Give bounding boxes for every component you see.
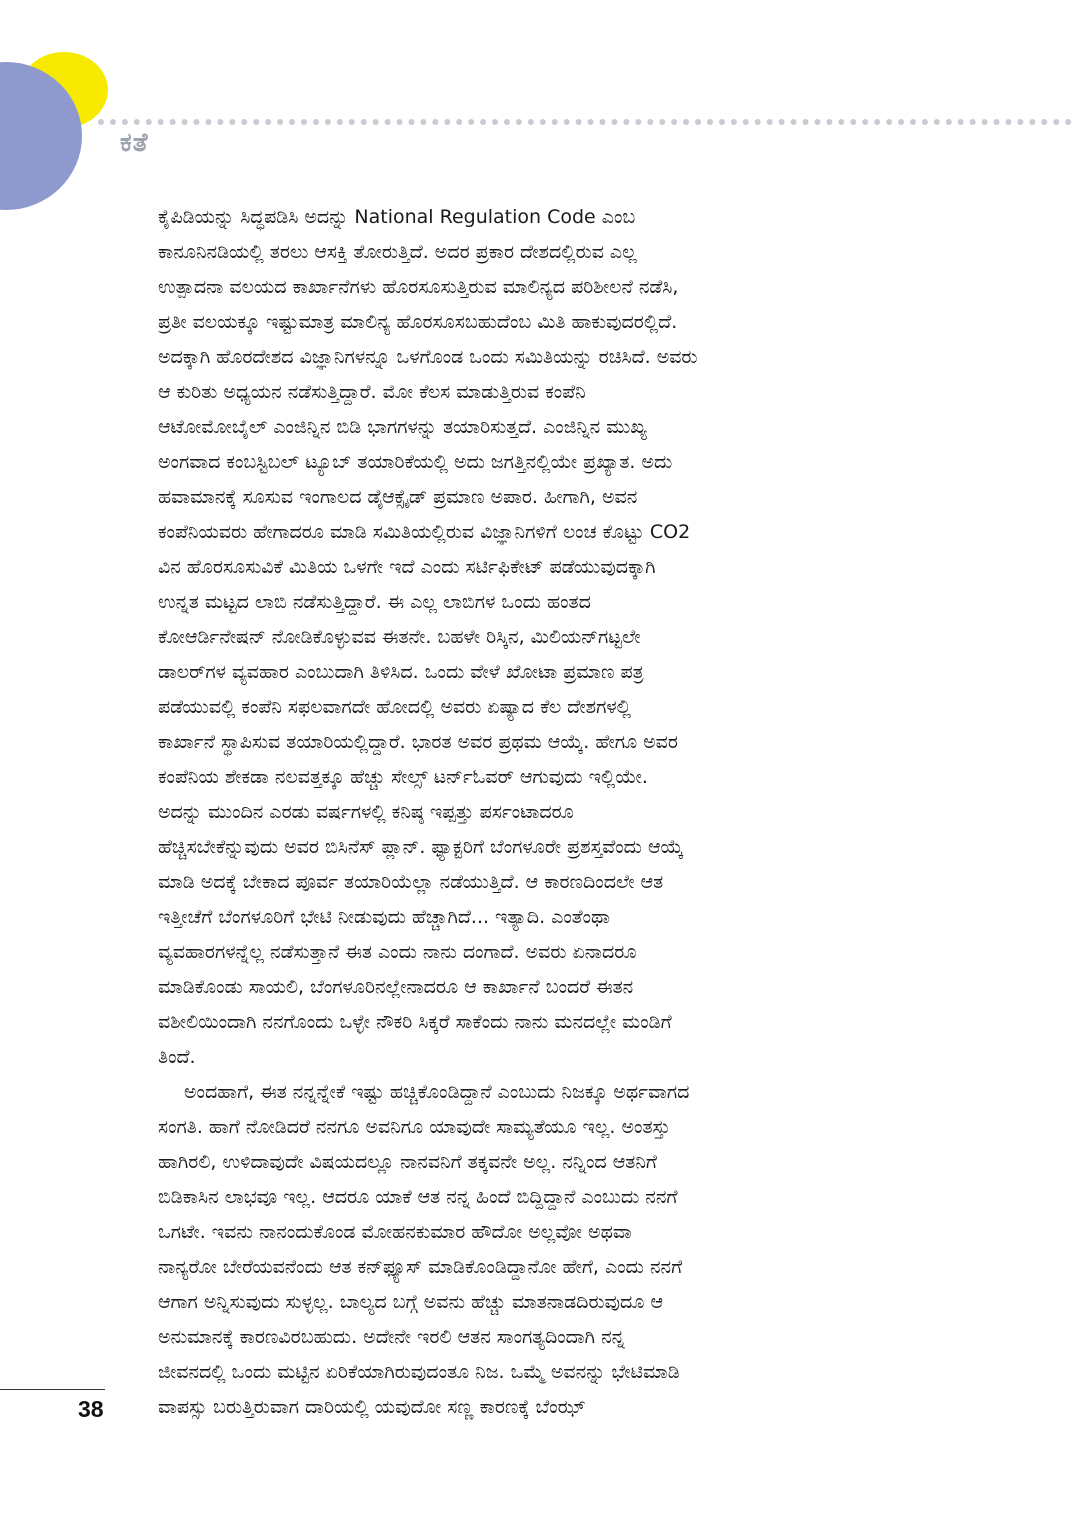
text-line: ವಾಪಸ್ಸು ಬರುತ್ತಿರುವಾಗ ದಾರಿಯಲ್ಲಿ ಯವುದೋ ಸಣ್ಣ ಕಾರಣಕ್ಕೆ ಬೆಂಝ್ — [158, 1396, 586, 1418]
text-line: ನಾನ್ಯರೋ ಬೇರೆಯವನೆಂದು ಆತ ಕನ್‌ಫ್ಯೂಸ್ ಮಾಡಿಕೊಂಡಿದ್ದಾನೋ ಹೇಗೆ, ಎಂದು ನನಗೆ — [158, 1256, 683, 1278]
text-line: ಕಂಪೆನಿಯ ಶೇಕಡಾ ನಲವತ್ತಕ್ಕೂ ಹೆಚ್ಚು ಸೇಲ್ಸ್ ಟರ್ನ್‌ಓವರ್ ಆಗುವುದು ಇಲ್ಲಿಯೇ. — [158, 766, 648, 788]
text-line: ಅಂದಹಾಗೆ, ಈತ ನನ್ನನ್ನೇಕೆ ಇಷ್ಟು ಹಚ್ಚಿಕೊಂಡಿದ್ದಾನೆ ಎಂಬುದು ನಿಜಕ್ಕೂ ಅರ್ಥವಾಗದ — [184, 1081, 690, 1103]
text-line: ಬಿಡಿಕಾಸಿನ ಲಾಭವೂ ಇಲ್ಲ. ಆದರೂ ಯಾಕೆ ಆತ ನನ್ನ ಹಿಂದೆ ಬಿದ್ದಿದ್ದಾನೆ ಎಂಬುದು ನನಗೆ — [158, 1186, 678, 1208]
text-line: ಅದಕ್ಕಾಗಿ ಹೊರದೇಶದ ವಿಜ್ಞಾನಿಗಳನ್ನೂ ಒಳಗೊಂಡ ಒಂದು ಸಮಿತಿಯನ್ನು ರಚಿಸಿದೆ. ಅವರು — [158, 346, 698, 368]
text-line: ತಿಂದೆ. — [158, 1046, 196, 1068]
text-line: ಜೀವನದಲ್ಲಿ ಒಂದು ಮಟ್ಟಿನ ಏರಿಕೆಯಾಗಿರುವುದಂತೂ ನಿಜ. ಒಮ್ಮೆ ಅವನನ್ನು ಭೇಟಿಮಾಡಿ — [158, 1361, 680, 1383]
text-line: ವ್ಯವಹಾರಗಳನ್ನೆಲ್ಲ ನಡೆಸುತ್ತಾನೆ ಈತ ಎಂದು ನಾನು ದಂಗಾದೆ. ಅವರು ಏನಾದರೂ — [158, 941, 637, 963]
text-line: ಅನುಮಾನಕ್ಕೆ ಕಾರಣವಿರಬಹುದು. ಅದೇನೇ ಇರಲಿ ಆತನ ಸಾಂಗತ್ಯದಿಂದಾಗಿ ನನ್ನ — [158, 1326, 625, 1348]
text-line: ಸಂಗತಿ. ಹಾಗೆ ನೋಡಿದರೆ ನನಗೂ ಅವನಿಗೂ ಯಾವುದೇ ಸಾಮ್ಯತೆಯೂ ಇಲ್ಲ. ಅಂತಸ್ತು — [158, 1116, 671, 1138]
text-line: ಹೆಚ್ಚಿಸಬೇಕೆನ್ನುವುದು ಅವರ ಬಿಸಿನೆಸ್ ಪ್ಲಾನ್. ಫ್ಯಾಕ್ಟರಿಗೆ ಬೆಂಗಳೂರೇ ಪ್ರಶಸ್ತವೆಂದು ಆಯ್ಕೆ — [158, 836, 684, 858]
text-line: ಹಾಗಿರಲಿ, ಉಳಿದಾವುದೇ ವಿಷಯದಲ್ಲೂ ನಾನವನಿಗೆ ತಕ್ಕವನೇ ಅಲ್ಲ. ನನ್ನಿಂದ ಆತನಿಗೆ — [158, 1151, 657, 1173]
text-line: ಮಾಡಿಕೊಂಡು ಸಾಯಲಿ, ಬೆಂಗಳೂರಿನಲ್ಲೇನಾದರೂ ಆ ಕಾರ್ಖಾನೆ ಬಂದರೆ ಈತನ — [158, 976, 634, 998]
text-line: ಕಂಪೆನಿಯವರು ಹೇಗಾದರೂ ಮಾಡಿ ಸಮಿತಿಯಲ್ಲಿರುವ ವಿಜ್ಞಾನಿಗಳಿಗೆ ಲಂಚ ಕೊಟ್ಟು CO2 — [158, 521, 691, 543]
text-line: ಮಾಡಿ ಅದಕ್ಕೆ ಬೇಕಾದ ಪೂರ್ವ ತಯಾರಿಯೆಲ್ಲಾ ನಡೆಯುತ್ತಿದೆ. ಆ ಕಾರಣದಿಂದಲೇ ಆತ — [158, 871, 664, 893]
text-line: ಕೈಪಿಡಿಯನ್ನು ಸಿದ್ಧಪಡಿಸಿ ಅದನ್ನು National Regulation Code ಎಂಬ — [158, 206, 636, 228]
story-body — [158, 200, 908, 1425]
text-line: ಉನ್ನತ ಮಟ್ಟದ ಲಾಬಿ ನಡೆಸುತ್ತಿದ್ದಾರೆ. ಈ ಎಲ್ಲ ಲಾಬಿಗಳ ಒಂದು ಹಂತದ — [158, 591, 591, 613]
text-line: ಆ ಕುರಿತು ಅಧ್ಯಯನ ನಡೆಸುತ್ತಿದ್ದಾರೆ. ಮೋ ಕೆಲಸ ಮಾಡುತ್ತಿರುವ ಕಂಪೆನಿ — [158, 381, 586, 403]
text-line: ವಿನ ಹೊರಸೂಸುವಿಕೆ ಮಿತಿಯ ಒಳಗೇ ಇದೆ ಎಂದು ಸರ್ಟಿಫಿಕೇಟ್ ಪಡೆಯುವುದಕ್ಕಾಗಿ — [158, 556, 656, 578]
text-line: ಕಾರ್ಖಾನೆ ಸ್ಥಾಪಿಸುವ ತಯಾರಿಯಲ್ಲಿದ್ದಾರೆ. ಭಾರತ ಅವರ ಪ್ರಥಮ ಆಯ್ಕೆ. ಹೇಗೂ ಅವರ — [158, 731, 678, 753]
text-line: ಉತ್ಪಾದನಾ ವಲಯದ ಕಾರ್ಖಾನೆಗಳು ಹೊರಸೂಸುತ್ತಿರುವ ಮಾಲಿನ್ಯದ ಪರಿಶೀಲನೆ ನಡೆಸಿ, — [158, 276, 679, 298]
header-dotted-rule — [98, 119, 1072, 125]
text-line: ಅಂಗವಾದ ಕಂಬಸ್ಟಿಬಲ್ ಟ್ಯೂಬ್ ತಯಾರಿಕೆಯಲ್ಲಿ ಅದು ಜಗತ್ತಿನಲ್ಲಿಯೇ ಪ್ರಖ್ಯಾತ. ಅದು — [158, 451, 673, 473]
text-line: ಹವಾಮಾನಕ್ಕೆ ಸೂಸುವ ಇಂಗಾಲದ ಡೈಆಕ್ಸೈಡ್ ಪ್ರಮಾಣ ಅಪಾರ. ಹೀಗಾಗಿ, ಅವನ — [158, 486, 638, 508]
text-line: ಆಗಾಗ ಅನ್ನಿಸುವುದು ಸುಳ್ಳಲ್ಲ. ಬಾಲ್ಯದ ಬಗ್ಗೆ ಅವನು ಹೆಚ್ಚು ಮಾತನಾಡದಿರುವುದೂ ಆ — [158, 1291, 663, 1313]
text-line: ಅದನ್ನು ಮುಂದಿನ ಎರಡು ವರ್ಷಗಳಲ್ಲಿ ಕನಿಷ್ಠ ಇಪ್ಪತ್ತು ಪರ್ಸಂಟಾದರೂ — [158, 801, 574, 823]
page-number: 38 — [78, 1396, 104, 1422]
paragraph-2 — [158, 1075, 908, 1425]
text-line: ಪ್ರತೀ ವಲಯಕ್ಕೂ ಇಷ್ಟುಮಾತ್ರ ಮಾಲಿನ್ಯ ಹೊರಸೂಸಬಹುದೆಂಬ ಮಿತಿ ಹಾಕುವುದರಲ್ಲಿದೆ. — [158, 311, 678, 333]
text-line: ಒಗಟೇ. ಇವನು ನಾನಂದುಕೊಂಡ ಮೋಹನಕುಮಾರ ಹೌದೋ ಅಲ್ಲವೋ ಅಥವಾ — [158, 1221, 632, 1243]
text-line: ಆಟೋಮೋಬೈಲ್ ಎಂಜಿನ್ನಿನ ಬಿಡಿ ಭಾಗಗಳನ್ನು ತಯಾರಿಸುತ್ತದೆ. ಎಂಜಿನ್ನಿನ ಮುಖ್ಯ — [158, 416, 647, 438]
text-line: ವಶೀಲಿಯಿಂದಾಗಿ ನನಗೊಂದು ಒಳ್ಳೇ ನೌಕರಿ ಸಿಕ್ಕರೆ ಸಾಕೆಂದು ನಾನು ಮನದಲ್ಲೇ ಮಂಡಿಗೆ — [158, 1011, 672, 1033]
footer-rule — [0, 1389, 105, 1390]
paragraph-1 — [158, 200, 908, 1075]
text-line: ಕೋಆರ್ಡಿನೇಷನ್ ನೋಡಿಕೊಳ್ಳುವವ ಈತನೇ. ಬಹಳೇ ರಿಸ್ಕಿನ, ಮಿಲಿಯನ್‌ಗಟ್ಟಲೇ — [158, 626, 641, 648]
text-line: ಡಾಲರ್‌ಗಳ ವ್ಯವಹಾರ ಎಂಬುದಾಗಿ ತಿಳಿಸಿದ. ಒಂದು ವೇಳೆ ಖೋಟಾ ಪ್ರಮಾಣ ಪತ್ರ — [158, 661, 644, 683]
text-line: ಇತ್ತೀಚೆಗೆ ಬೆಂಗಳೂರಿಗೆ ಭೇಟಿ ನೀಡುವುದು ಹೆಚ್ಚಾಗಿದೆ... ಇತ್ಯಾದಿ. ಎಂತೆಂಥಾ — [158, 906, 611, 928]
text-line: ಕಾನೂನಿನಡಿಯಲ್ಲಿ ತರಲು ಆಸಕ್ತಿ ತೋರುತ್ತಿದೆ. ಅದರ ಪ್ರಕಾರ ದೇಶದಲ್ಲಿರುವ ಎಲ್ಲ — [158, 241, 637, 263]
text-line: ಪಡೆಯುವಲ್ಲಿ ಕಂಪೆನಿ ಸಫಲವಾಗದೇ ಹೋದಲ್ಲಿ ಅವರು ಏಷ್ಯಾದ ಕೆಲ ದೇಶಗಳಲ್ಲಿ — [158, 696, 632, 718]
section-label: ಕತೆ — [120, 128, 149, 158]
